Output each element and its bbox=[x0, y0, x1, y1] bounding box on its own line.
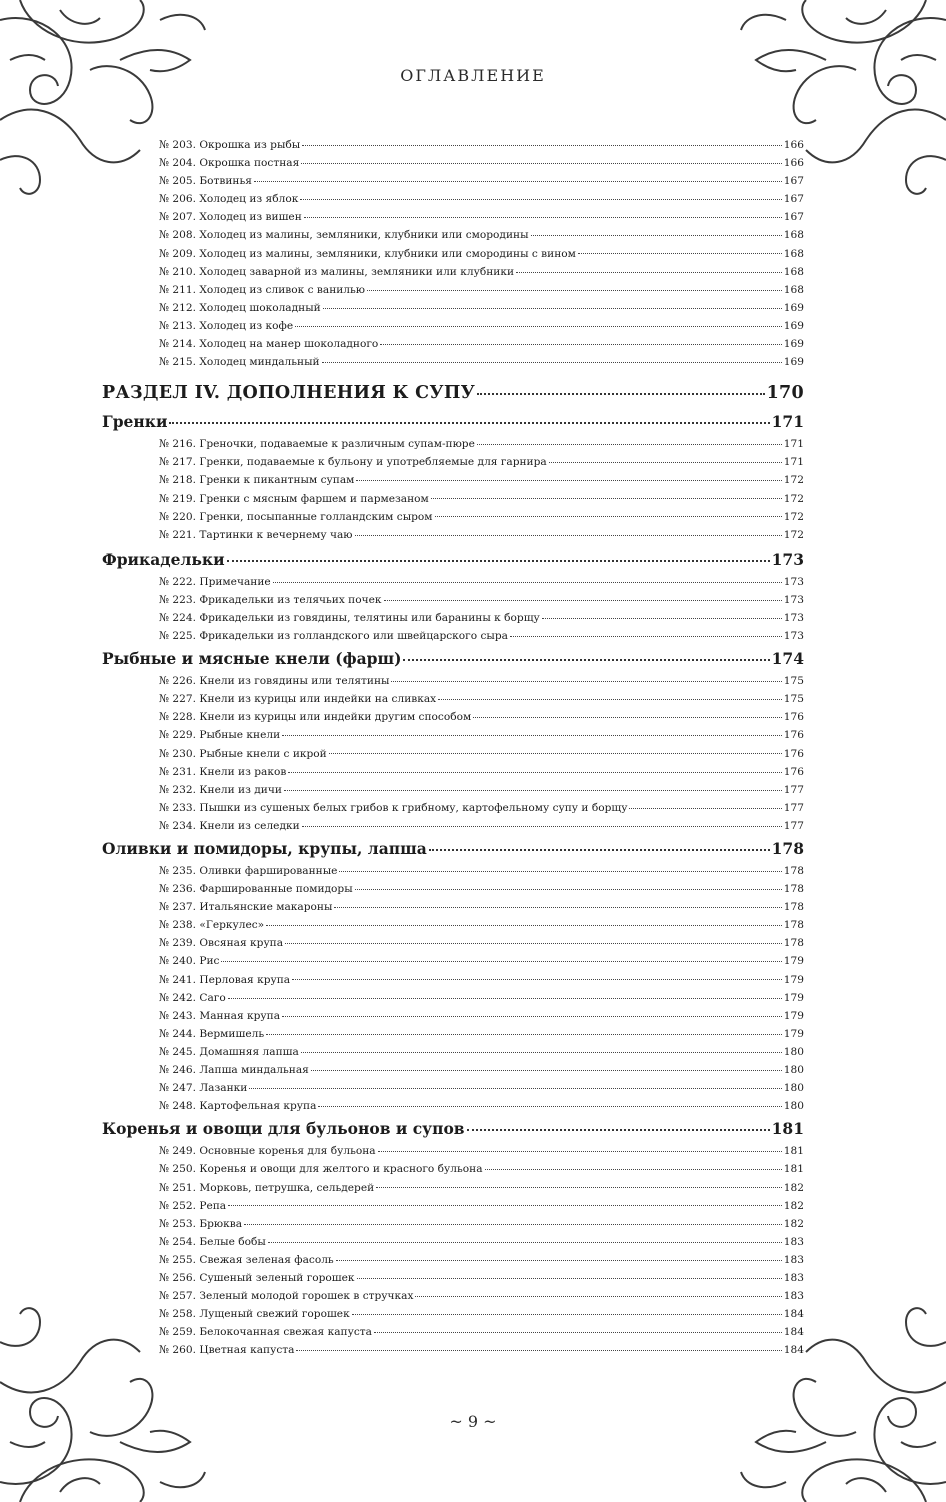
toc-page-number: 177 bbox=[783, 801, 804, 814]
toc-page-number: 180 bbox=[783, 1045, 804, 1058]
toc-label: № 217. Гренки, подаваемые к бульону и употребляемые для гарнира bbox=[159, 456, 547, 469]
dot-leader bbox=[516, 263, 782, 272]
toc-entry[interactable] bbox=[102, 1142, 804, 1160]
toc-page-number: 183 bbox=[783, 1290, 804, 1303]
toc-label: № 254. Белые бобы bbox=[159, 1235, 266, 1248]
toc-entry[interactable] bbox=[102, 526, 804, 544]
toc-label: № 257. Зеленый молодой горошек в стручках bbox=[159, 1290, 414, 1303]
toc-page-number: 172 bbox=[783, 492, 804, 505]
toc-entry[interactable] bbox=[102, 1197, 804, 1215]
dot-leader bbox=[266, 917, 782, 926]
dot-leader bbox=[378, 1143, 782, 1152]
toc-heading[interactable] bbox=[102, 645, 804, 672]
toc-label: № 255. Свежая зеленая фасоль bbox=[159, 1253, 334, 1266]
toc-entry[interactable] bbox=[102, 208, 804, 226]
toc-entry[interactable] bbox=[102, 1179, 804, 1197]
toc-page-number: 168 bbox=[783, 265, 804, 278]
toc-label: № 205. Ботвинья bbox=[159, 175, 252, 188]
dot-leader bbox=[288, 763, 781, 772]
toc-page-number: 178 bbox=[783, 865, 804, 877]
toc-label: № 245. Домашняя лапша bbox=[159, 1045, 299, 1058]
toc-entry[interactable] bbox=[102, 934, 804, 952]
toc-page-number: 180 bbox=[783, 1100, 804, 1113]
dot-leader bbox=[352, 1306, 782, 1315]
toc-label: № 256. Сушеный зеленый горошек bbox=[159, 1271, 355, 1284]
toc-page-number: 166 bbox=[783, 139, 804, 151]
toc-label: № 232. Кнели из дичи bbox=[159, 783, 282, 796]
toc-entry[interactable] bbox=[102, 1323, 804, 1341]
toc-page-number: 178 bbox=[783, 901, 804, 914]
toc-page-number: 177 bbox=[783, 783, 804, 796]
toc-page-number: 181 bbox=[783, 1145, 804, 1158]
toc-entry[interactable] bbox=[102, 781, 804, 799]
toc-heading[interactable] bbox=[102, 835, 804, 862]
toc-entry[interactable] bbox=[102, 1079, 804, 1097]
dot-leader bbox=[467, 1117, 770, 1131]
toc-entry[interactable] bbox=[102, 1215, 804, 1233]
toc-label: № 244. Вермишель bbox=[159, 1027, 265, 1040]
toc-label: № 225. Фрикадельки из голландского или швейцарского сыра bbox=[159, 630, 508, 643]
toc-entry[interactable] bbox=[102, 672, 804, 690]
toc-label: № 212. Холодец шоколадный bbox=[159, 301, 321, 314]
dot-leader bbox=[435, 508, 782, 517]
toc-label: № 209. Холодец из малины, земляники, клубники или смородины с вином bbox=[159, 247, 576, 260]
dot-leader bbox=[282, 727, 782, 736]
toc-label: № 223. Фрикадельки из телячьих почек bbox=[159, 593, 382, 606]
toc-page-number: 173 bbox=[783, 630, 804, 643]
toc-page-number: 182 bbox=[783, 1217, 804, 1230]
toc-entry[interactable] bbox=[102, 1007, 804, 1025]
dot-leader bbox=[374, 1324, 782, 1333]
dot-leader bbox=[302, 136, 782, 145]
toc-page-number: 173 bbox=[783, 593, 804, 606]
toc-entry[interactable] bbox=[102, 317, 804, 335]
toc-entry[interactable] bbox=[102, 898, 804, 916]
toc-entry[interactable] bbox=[102, 627, 804, 645]
toc-page-number: 174 bbox=[771, 649, 804, 669]
toc-page-number: 168 bbox=[783, 247, 804, 260]
toc-entry[interactable] bbox=[102, 1043, 804, 1061]
dot-leader bbox=[292, 971, 782, 980]
toc-page-number: 179 bbox=[783, 1027, 804, 1040]
page-title: ОГЛАВЛЕНИЕ bbox=[400, 66, 546, 85]
toc-label: РАЗДЕЛ IV. ДОПОЛНЕНИЯ К СУПУ bbox=[102, 383, 476, 404]
toc-entry[interactable] bbox=[102, 245, 804, 263]
table-of-contents bbox=[102, 136, 804, 1359]
dot-leader bbox=[329, 745, 782, 754]
dot-leader bbox=[322, 354, 782, 363]
toc-entry[interactable] bbox=[102, 817, 804, 835]
toc-entry[interactable] bbox=[102, 573, 804, 591]
toc-label: № 234. Кнели из селедки bbox=[159, 819, 300, 832]
toc-page-number: 173 bbox=[783, 611, 804, 624]
toc-label: № 228. Кнели из курицы или индейки другим способом bbox=[159, 711, 472, 724]
toc-label: № 213. Холодец из кофе bbox=[159, 319, 294, 332]
toc-entry[interactable] bbox=[102, 136, 804, 154]
dot-leader bbox=[356, 472, 781, 481]
dot-leader bbox=[266, 1025, 782, 1034]
toc-label: Гренки bbox=[102, 412, 168, 432]
dot-leader bbox=[284, 781, 782, 790]
toc-entry[interactable] bbox=[102, 862, 804, 880]
toc-entry[interactable] bbox=[102, 1269, 804, 1287]
dot-leader bbox=[323, 299, 782, 308]
toc-label: № 242. Саго bbox=[159, 991, 226, 1004]
toc-page-number: 181 bbox=[771, 1119, 804, 1139]
toc-page-number: 178 bbox=[783, 937, 804, 950]
toc-label: № 216. Греночки, подаваемые к различным супам-пюре bbox=[159, 438, 475, 451]
dot-leader bbox=[355, 881, 782, 890]
dot-leader bbox=[403, 647, 769, 661]
dot-leader bbox=[384, 591, 782, 600]
toc-entry[interactable] bbox=[102, 989, 804, 1007]
toc-page-number: 169 bbox=[783, 338, 804, 351]
toc-entry[interactable] bbox=[102, 353, 804, 371]
dot-leader bbox=[429, 837, 770, 851]
toc-label: Коренья и овощи для бульонов и супов bbox=[102, 1119, 465, 1139]
toc-label: № 236. Фаршированные помидоры bbox=[159, 883, 353, 896]
dot-leader bbox=[376, 1179, 782, 1188]
dot-leader bbox=[268, 1233, 782, 1242]
toc-entry[interactable] bbox=[102, 335, 804, 353]
toc-entry[interactable] bbox=[102, 1233, 804, 1251]
toc-entry[interactable] bbox=[102, 763, 804, 781]
dot-leader bbox=[169, 410, 769, 424]
toc-label: № 259. Белокочанная свежая капуста bbox=[159, 1326, 372, 1339]
toc-entry[interactable] bbox=[102, 471, 804, 489]
toc-entry[interactable] bbox=[102, 708, 804, 726]
toc-page-number: 176 bbox=[783, 747, 804, 760]
toc-entry[interactable] bbox=[102, 745, 804, 763]
toc-page-number: 176 bbox=[783, 711, 804, 724]
dot-leader bbox=[227, 547, 770, 561]
toc-page-number: 170 bbox=[766, 383, 804, 404]
toc-label: № 252. Репа bbox=[159, 1199, 227, 1212]
dot-leader bbox=[301, 1043, 782, 1052]
toc-page-number: 179 bbox=[783, 955, 804, 968]
toc-label: № 231. Кнели из раков bbox=[159, 765, 287, 778]
toc-label: № 215. Холодец миндальный bbox=[159, 356, 320, 369]
dot-leader bbox=[336, 1251, 782, 1260]
toc-page-number: 172 bbox=[783, 510, 804, 523]
toc-entry[interactable] bbox=[102, 609, 804, 627]
toc-label: № 227. Кнели из курицы или индейки на сливках bbox=[159, 693, 437, 706]
toc-entry[interactable] bbox=[102, 154, 804, 172]
toc-label: № 207. Холодец из вишен bbox=[159, 211, 302, 224]
toc-entry[interactable] bbox=[102, 1097, 804, 1115]
toc-label: № 206. Холодец из яблок bbox=[159, 193, 299, 206]
toc-entry[interactable] bbox=[102, 226, 804, 244]
toc-label: № 222. Примечание bbox=[159, 575, 271, 588]
toc-entry[interactable] bbox=[102, 435, 804, 453]
toc-page-number: 175 bbox=[783, 693, 804, 706]
toc-label: № 248. Картофельная крупа bbox=[159, 1100, 317, 1113]
dot-leader bbox=[380, 335, 781, 344]
toc-page-number: 168 bbox=[783, 283, 804, 296]
toc-page-number: 183 bbox=[783, 1271, 804, 1284]
toc-heading[interactable] bbox=[102, 546, 804, 573]
toc-section-heading[interactable] bbox=[102, 378, 804, 408]
toc-label: № 260. Цветная капуста bbox=[159, 1344, 295, 1357]
toc-page-number: 179 bbox=[783, 973, 804, 986]
dot-leader bbox=[391, 673, 781, 682]
toc-label: № 233. Пышки из сушеных белых грибов к грибному, картофельному супу и борщу bbox=[159, 801, 628, 814]
toc-label: № 249. Основные коренья для бульона bbox=[159, 1145, 376, 1158]
toc-page-number: 183 bbox=[783, 1235, 804, 1248]
toc-entry[interactable] bbox=[102, 299, 804, 317]
dot-leader bbox=[477, 436, 782, 445]
toc-page-number: 176 bbox=[783, 765, 804, 778]
toc-entry[interactable] bbox=[102, 971, 804, 989]
toc-page-number: 171 bbox=[771, 412, 804, 432]
dot-leader bbox=[357, 1269, 782, 1278]
dot-leader bbox=[542, 609, 782, 618]
toc-label: № 246. Лапша миндальная bbox=[159, 1064, 309, 1077]
toc-page-number: 167 bbox=[783, 211, 804, 224]
toc-label: № 219. Гренки с мясным фаршем и пармезаном bbox=[159, 492, 429, 505]
dot-leader bbox=[301, 155, 782, 164]
toc-page-number: 172 bbox=[783, 528, 804, 541]
dot-leader bbox=[477, 379, 764, 395]
toc-label: № 238. «Геркулес» bbox=[159, 919, 265, 932]
toc-page-number: 178 bbox=[783, 919, 804, 932]
toc-label: № 214. Холодец на манер шоколадного bbox=[159, 338, 379, 351]
dot-leader bbox=[304, 209, 782, 218]
toc-page-number: 168 bbox=[783, 229, 804, 242]
toc-label: № 243. Манная крупа bbox=[159, 1009, 281, 1022]
dot-leader bbox=[578, 245, 782, 254]
toc-label: № 211. Холодец из сливок с ванилью bbox=[159, 283, 366, 296]
toc-entry[interactable] bbox=[102, 172, 804, 190]
toc-entry[interactable] bbox=[102, 1025, 804, 1043]
dot-leader bbox=[510, 627, 782, 636]
toc-entry[interactable] bbox=[102, 880, 804, 898]
dot-leader bbox=[339, 862, 781, 871]
toc-entry[interactable] bbox=[102, 1251, 804, 1269]
toc-label: № 226. Кнели из говядины или телятины bbox=[159, 675, 390, 688]
toc-page-number: 167 bbox=[783, 193, 804, 206]
dot-leader bbox=[334, 899, 781, 908]
toc-page-number: 173 bbox=[783, 575, 804, 588]
toc-entry[interactable] bbox=[102, 453, 804, 471]
toc-page-number: 184 bbox=[783, 1326, 804, 1339]
toc-entry[interactable] bbox=[102, 726, 804, 744]
toc-label: № 220. Гренки, посыпанные голландским сыром bbox=[159, 510, 433, 523]
dot-leader bbox=[485, 1161, 782, 1170]
dot-leader bbox=[296, 1342, 781, 1351]
dot-leader bbox=[355, 526, 782, 535]
toc-page-number: 178 bbox=[783, 883, 804, 896]
toc-label: № 221. Тартинки к вечернему чаю bbox=[159, 528, 353, 541]
toc-label: № 229. Рыбные кнели bbox=[159, 729, 281, 742]
toc-label: № 253. Брюква bbox=[159, 1217, 243, 1230]
toc-entry[interactable] bbox=[102, 1341, 804, 1359]
toc-label: № 240. Рис bbox=[159, 955, 220, 968]
toc-page-number: 184 bbox=[783, 1308, 804, 1321]
toc-label: № 230. Рыбные кнели с икрой bbox=[159, 747, 327, 760]
toc-entry[interactable] bbox=[102, 281, 804, 299]
dot-leader bbox=[531, 227, 782, 236]
toc-page-number: 169 bbox=[783, 356, 804, 369]
dot-leader bbox=[549, 454, 782, 463]
dot-leader bbox=[311, 1061, 782, 1070]
dot-leader bbox=[244, 1215, 782, 1224]
toc-page-number: 182 bbox=[783, 1181, 804, 1194]
page-number: ~ 9 ~ bbox=[449, 1412, 497, 1431]
dot-leader bbox=[282, 1007, 782, 1016]
dot-leader bbox=[221, 953, 781, 962]
dot-leader bbox=[249, 1080, 781, 1089]
toc-page-number: 180 bbox=[783, 1082, 804, 1095]
toc-entry[interactable] bbox=[102, 1305, 804, 1323]
dot-leader bbox=[300, 191, 781, 200]
toc-entry[interactable] bbox=[102, 1287, 804, 1305]
dot-leader bbox=[367, 281, 782, 290]
toc-label: № 224. Фрикадельки из говядины, телятины или баранины к борщу bbox=[159, 611, 540, 624]
toc-entry[interactable] bbox=[102, 1160, 804, 1178]
dot-leader bbox=[302, 817, 782, 826]
toc-label: № 241. Перловая крупа bbox=[159, 973, 291, 986]
toc-entry[interactable] bbox=[102, 952, 804, 970]
toc-label: № 251. Морковь, петрушка, сельдерей bbox=[159, 1181, 375, 1194]
toc-label: № 204. Окрошка постная bbox=[159, 157, 300, 170]
toc-label: Оливки и помидоры, крупы, лапша bbox=[102, 839, 427, 858]
toc-page-number: 181 bbox=[783, 1163, 804, 1176]
toc-label: № 258. Лущеный свежий горошек bbox=[159, 1308, 350, 1321]
toc-page-number: 171 bbox=[783, 438, 804, 451]
dot-leader bbox=[629, 799, 781, 808]
toc-page-number: 180 bbox=[783, 1064, 804, 1077]
toc-page-number: 173 bbox=[771, 549, 804, 569]
toc-entry[interactable] bbox=[102, 799, 804, 817]
toc-entry[interactable] bbox=[102, 690, 804, 708]
toc-entry[interactable] bbox=[102, 190, 804, 208]
toc-label: № 210. Холодец заварной из малины, земляники или клубники bbox=[159, 265, 515, 278]
dot-leader bbox=[273, 573, 782, 582]
toc-label: № 239. Овсяная крупа bbox=[159, 937, 284, 950]
dot-leader bbox=[254, 173, 782, 182]
dot-leader bbox=[295, 317, 782, 326]
toc-entry[interactable] bbox=[102, 1061, 804, 1079]
toc-page-number: 179 bbox=[783, 1009, 804, 1022]
dot-leader bbox=[415, 1287, 781, 1296]
dot-leader bbox=[228, 1197, 782, 1206]
toc-label: № 235. Оливки фаршированные bbox=[159, 865, 338, 877]
toc-page-number: 171 bbox=[783, 456, 804, 469]
dot-leader bbox=[228, 989, 782, 998]
toc-page-number: 169 bbox=[783, 301, 804, 314]
toc-label: № 203. Окрошка из рыбы bbox=[159, 139, 301, 151]
toc-label: № 247. Лазанки bbox=[159, 1082, 248, 1095]
toc-page-number: 183 bbox=[783, 1253, 804, 1266]
toc-entry[interactable] bbox=[102, 508, 804, 526]
toc-page-number: 166 bbox=[783, 157, 804, 170]
dot-leader bbox=[285, 935, 782, 944]
toc-page-number: 169 bbox=[783, 319, 804, 332]
toc-label: № 208. Холодец из малины, земляники, клубники или смородины bbox=[159, 229, 529, 242]
dot-leader bbox=[438, 691, 782, 700]
toc-page-number: 182 bbox=[783, 1199, 804, 1212]
toc-page-number: 184 bbox=[783, 1344, 804, 1357]
toc-page-number: 176 bbox=[783, 729, 804, 742]
toc-label: № 218. Гренки к пикантным супам bbox=[159, 474, 355, 487]
toc-label: Фрикадельки bbox=[102, 549, 225, 569]
toc-label: № 237. Итальянские макароны bbox=[159, 901, 333, 914]
dot-leader bbox=[473, 709, 782, 718]
toc-entry[interactable] bbox=[102, 591, 804, 609]
toc-page-number: 175 bbox=[783, 675, 804, 688]
toc-entry[interactable] bbox=[102, 490, 804, 508]
toc-page-number: 177 bbox=[783, 819, 804, 832]
toc-heading[interactable] bbox=[102, 1115, 804, 1142]
toc-entry[interactable] bbox=[102, 263, 804, 281]
toc-entry[interactable] bbox=[102, 916, 804, 934]
dot-leader bbox=[318, 1098, 781, 1107]
toc-page-number: 178 bbox=[771, 839, 804, 858]
toc-label: Рыбные и мясные кнели (фарш) bbox=[102, 649, 402, 669]
toc-page-number: 172 bbox=[783, 474, 804, 487]
toc-heading[interactable] bbox=[102, 408, 804, 435]
dot-leader bbox=[431, 490, 782, 499]
toc-page-number: 179 bbox=[783, 991, 804, 1004]
toc-page-number: 167 bbox=[783, 175, 804, 188]
toc-label: № 250. Коренья и овощи для желтого и красного бульона bbox=[159, 1163, 483, 1176]
